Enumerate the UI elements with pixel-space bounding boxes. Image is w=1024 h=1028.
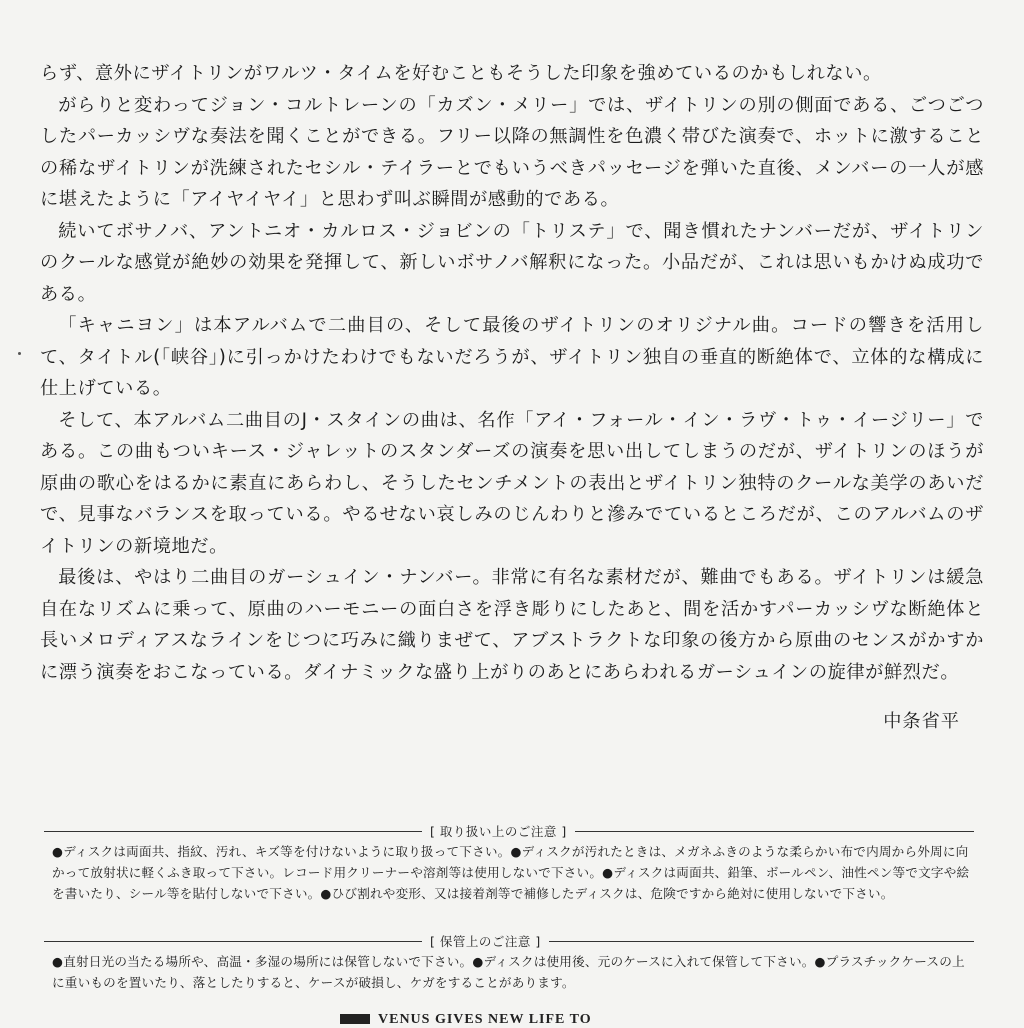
essay-body	[40, 58, 984, 688]
handling-caution-title: [ 取り扱い上のご注意 ]	[430, 824, 567, 839]
divider	[44, 831, 422, 832]
essay-paragraph: 最後は、やはり二曲目のガーシュイン・ナンバー。非常に有名な素材だが、難曲でもある。ザイトリンは緩急自在なリズムに乗って、原曲のハーモニーの面白さを浮き彫りにしたあと、間を活かすパーカッシヴな断絶体と長いメロディアスなラインをじつに巧みに織りまぜて、アブストラクトな印象の後方から原曲のセンスがかすかに漂う演奏をおこなっている。ダイナミックな盛り上がりのあとにあらわれるガーシュインの旋律が鮮烈だ。	[40, 567, 984, 683]
handling-caution-section	[44, 822, 974, 904]
divider	[575, 831, 974, 832]
essay-paragraph: 「キャニヨン」は本アルバムで二曲目の、そして最後のザイトリンのオリジナル曲。コードの響きを活用して、タイトル(「峡谷」)に引っかけたわけでもないだろうが、ザイトリン独自の垂直的断絶体で、立体的な構成に仕上げている。	[40, 315, 984, 399]
author-name: 中条省平	[883, 711, 960, 732]
divider	[44, 941, 422, 942]
handling-caution-text: ●ディスクは両面共、指紋、汚れ、キズ等を付けないように取り扱って下さい。●ディスクが汚れたときは、メガネふきのような柔らかい布で内周から外周に向かって放射状に軽くふき取って下さい。レコード用クリーナーや溶剤等は使用しないで下さい。●ディスクは両面共、鉛筆、ボールペン、油性ペン等で文字や絵を書いたり、シール等を貼付しないで下さい。●ひび割れや変形、又は接着剤等で補修したディスクは、危険ですから絶対に使用しないで下さい。	[52, 844, 970, 901]
divider	[549, 941, 974, 942]
essay-paragraph: らず、意外にザイトリンがワルツ・タイムを好むこともそうした印象を強めているのかもしれない。	[40, 63, 882, 84]
essay-paragraph: そして、本アルバム二曲目のJ・スタインの曲は、名作「アイ・フォール・イン・ラヴ・トゥ・イージリー」である。この曲もついキース・ジャレットのスタンダーズの演奏を思い出してしまうのだが、ザイトリンのほうが原曲の歌心をはるかに素直にあらわし、そうしたセンチメントの表出とザイトリン独特のクールな美学のあいだで、見事なバランスを取っている。やるせない哀しみのじんわりと滲みでているところだが、このアルバムのザイトリンの新境地だ。	[40, 409, 984, 557]
essay-paragraph: がらりと変わってジョン・コルトレーンの「カズン・メリー」では、ザイトリンの別の側面である、ごつごつしたパーカッシヴな奏法を聞くことができる。フリー以降の無調性を色濃く帯びた演奏で、ホットに激することの稀なザイトリンが洗練されたセシル・テイラーとでもいうべきパッセージを弾いた直後、メンバーの一人が感に堪えたように「アイヤイヤイ」と思わず叫ぶ瞬間が感動的である。	[40, 94, 984, 210]
footer-logo-block	[340, 1014, 370, 1024]
storage-caution-section	[44, 932, 974, 994]
storage-caution-header	[44, 932, 974, 950]
margin-mark	[18, 352, 21, 355]
storage-caution-title: [ 保管上のご注意 ]	[430, 934, 541, 949]
storage-caution-text: ●直射日光の当たる場所や、高温・多湿の場所には保管しないで下さい。●ディスクは使用後、元のケースに入れて保管して下さい。●プラスチックケースの上に重いものを置いたり、落としたりすると、ケースが破損し、ケガをすることがあります。	[52, 954, 965, 990]
handling-caution-header	[44, 822, 974, 840]
footer-slogan: VENUS GIVES NEW LIFE TO	[378, 1012, 592, 1027]
essay-paragraph: 続いてボサノバ、アントニオ・カルロス・ジョビンの「トリステ」で、聞き慣れたナンバーだが、ザイトリンのクールな感覚が絶妙の効果を発揮して、新しいボサノバ解釈になった。小品だが、これは思いもかけぬ成功である。	[40, 220, 984, 305]
